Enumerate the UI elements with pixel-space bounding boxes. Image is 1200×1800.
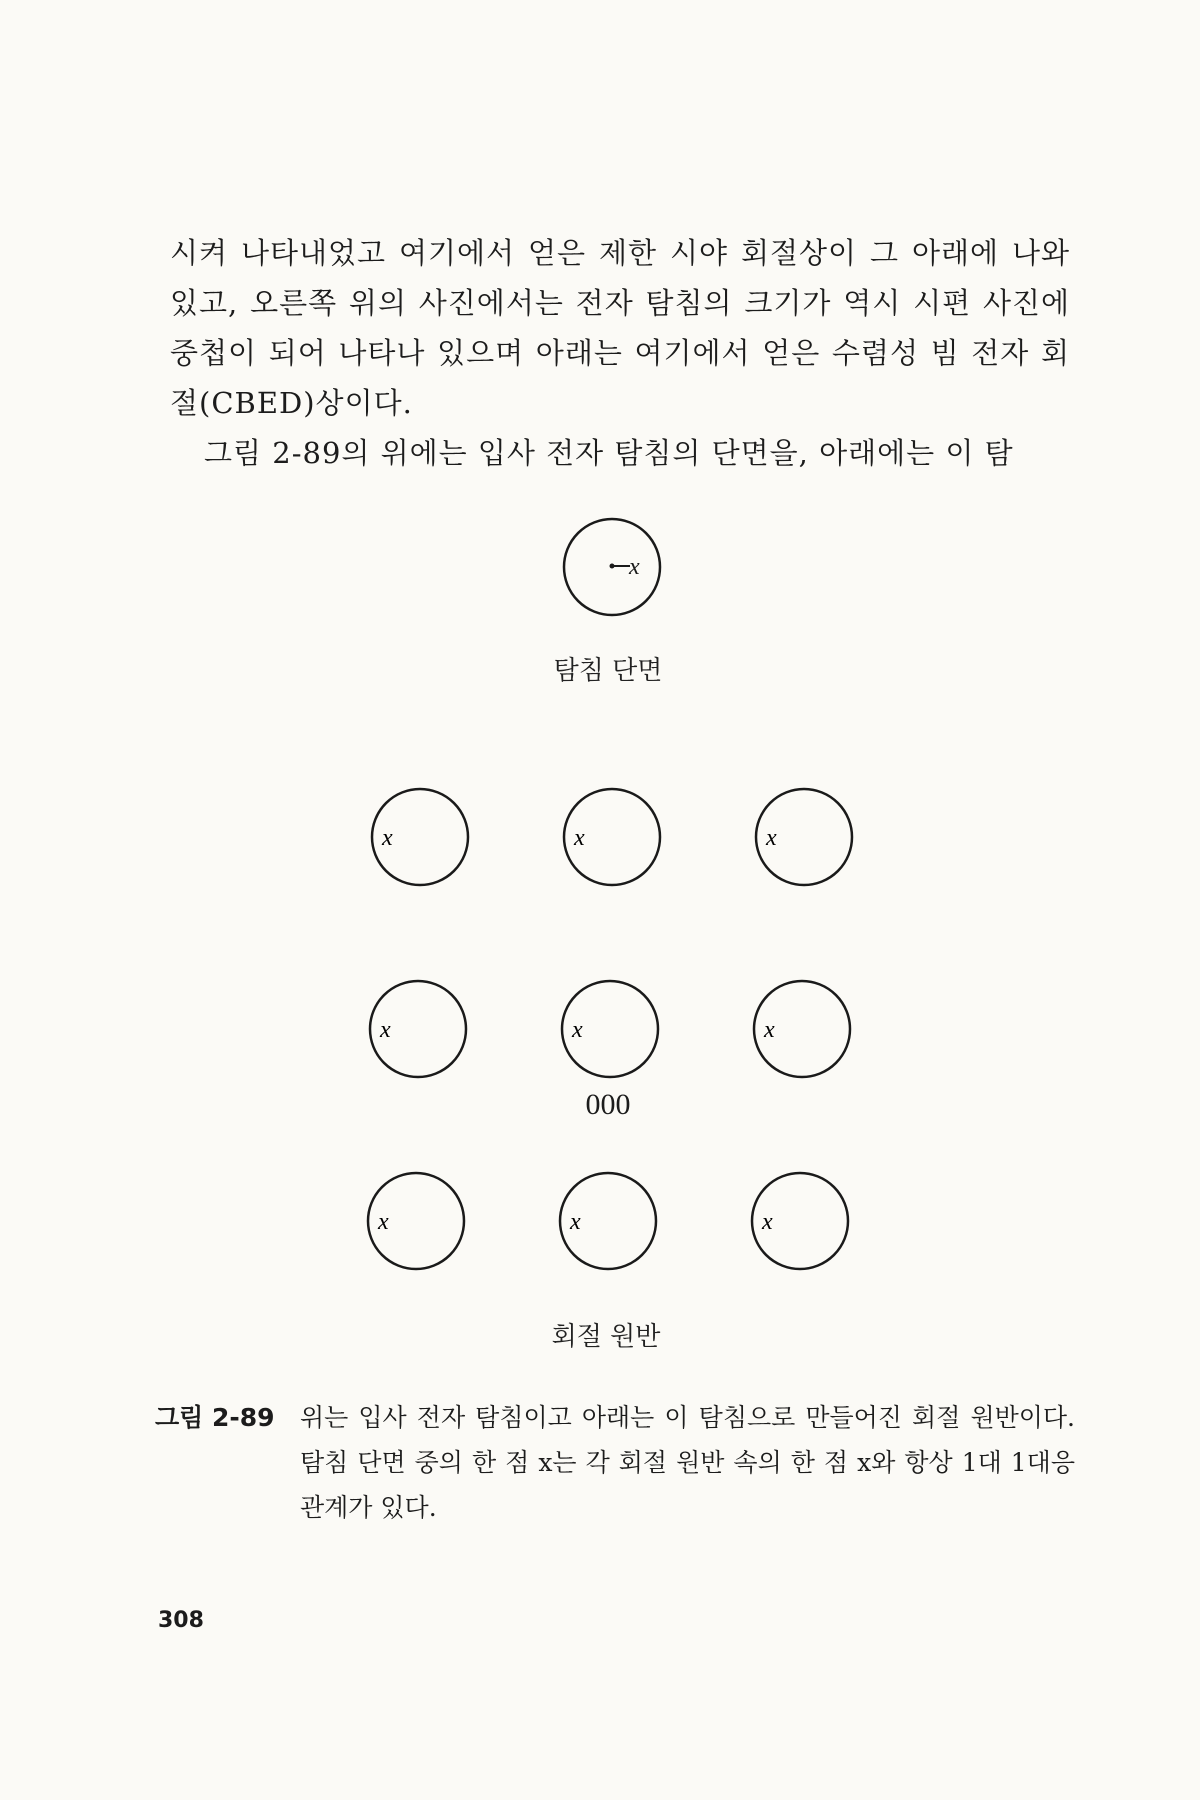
disk-point-label: x [378, 1209, 389, 1235]
disk-point-label: x [574, 825, 585, 851]
caption-text: 위는 입사 전자 탐침이고 아래는 이 탐침으로 만들어진 회절 원반이다. 탐침 단면 중의 한 점 x는 각 회절 원반 속의 한 점 x와 항상 1대 1대응 관계가 있다. [300, 1403, 1075, 1522]
disk-point-label: x [764, 1017, 775, 1043]
disk-point-label: x [762, 1209, 773, 1235]
probe-label: 탐침 단면 [553, 656, 663, 686]
disk-grid [368, 789, 852, 1269]
figure-caption [155, 1395, 1075, 1530]
paragraph-1: 시켜 나타내었고 여기에서 얻은 제한 시야 회절상이 그 아래에 나와 있고, 오른쪽 위의 사진에서는 전자 탐침의 크기가 역시 시편 사진에 중첩이 되어 나타나 있으며 아래는 여기에서 얻은 수렴성 빔 전자 회절(CBED)상이다. [170, 236, 1070, 420]
caption-number: 그림 2-89 [155, 1403, 275, 1432]
disk-point-label: x [766, 825, 777, 851]
disk-point-label: x [380, 1017, 391, 1043]
paragraph-2: 그림 2-89의 위에는 입사 전자 탐침의 단면을, 아래에는 이 탐 [204, 436, 1014, 470]
disk-point-label: x [570, 1209, 581, 1235]
center-index-label: 000 [585, 1088, 631, 1121]
disk-point-label: x [572, 1017, 583, 1043]
probe-point-label: x [629, 554, 640, 580]
page-number: 308 [158, 1608, 204, 1633]
disk-point-label: x [382, 825, 393, 851]
disk-label: 회절 원반 [551, 1322, 661, 1352]
